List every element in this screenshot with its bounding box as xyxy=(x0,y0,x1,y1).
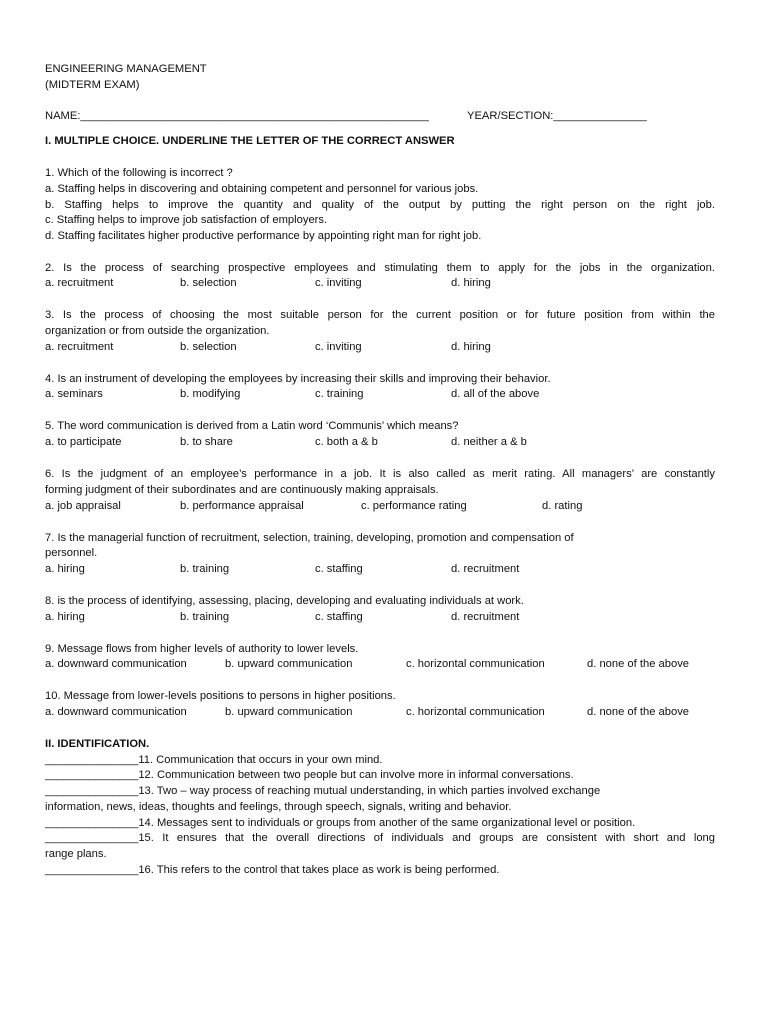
choice-c: c. horizontal communication xyxy=(406,658,545,671)
choice-c: c. staffing xyxy=(315,610,363,623)
choices-row xyxy=(45,387,715,403)
choice-a: a. hiring xyxy=(45,562,85,575)
choice-d: d. none of the above xyxy=(587,706,690,719)
choice-a: a. Staffing helps in discovering and obtaining competent and personnel for various jobs. xyxy=(45,182,479,195)
choice-a: a. to participate xyxy=(45,436,122,449)
choices-row xyxy=(45,276,715,292)
identification-item-13-cont: information, news, ideas, thoughts and feelings, through speech, signals, writing and behavior. xyxy=(45,800,512,813)
identification-item-14: _______________14. Messages sent to individuals or groups from another of the same organizational level or position. xyxy=(45,816,636,829)
choice-b: b. selection xyxy=(180,340,237,353)
question-stem: 5. The word communication is derived from a Latin word ‘Communis’ which means? xyxy=(45,420,459,433)
choice-c: c. training xyxy=(315,388,364,401)
choice-b: b. selection xyxy=(180,277,237,290)
choices-row xyxy=(45,499,715,515)
exam-content xyxy=(45,62,715,878)
choice-a: a. recruitment xyxy=(45,340,114,353)
question-1 xyxy=(45,166,715,245)
choice-d: d. none of the above xyxy=(587,658,690,671)
name-field: NAME:________________________________________________________ xyxy=(45,110,429,123)
choice-c: c. Staffing helps to improve job satisfaction of employers. xyxy=(45,214,328,227)
identification-item-15: _______________15. It ensures that the overall directions of individuals and groups are consistent with short and long xyxy=(45,832,715,845)
question-stem: 1. Which of the following is incorrect ? xyxy=(45,167,233,180)
choice-d: d. recruitment xyxy=(451,610,520,623)
choice-d: d. hiring xyxy=(451,340,491,353)
choices-row xyxy=(45,562,715,578)
question-stem: 9. Message flows from higher levels of authority to lower levels. xyxy=(45,642,359,655)
question-stem: 4. Is an instrument of developing the employees by increasing their skills and improving their behavior. xyxy=(45,372,551,385)
year-section-field: YEAR/SECTION:_______________ xyxy=(467,110,647,123)
question-6 xyxy=(45,467,715,514)
choice-a: a. hiring xyxy=(45,610,85,623)
name-year-row xyxy=(45,109,715,125)
choice-d: d. neither a & b xyxy=(451,436,527,449)
choice-d: d. recruitment xyxy=(451,562,520,575)
question-3 xyxy=(45,308,715,355)
choice-d: d. all of the above xyxy=(451,388,540,401)
choice-c: c. staffing xyxy=(315,562,363,575)
choice-a: a. job appraisal xyxy=(45,499,121,512)
question-7 xyxy=(45,531,715,578)
question-10 xyxy=(45,689,715,721)
choice-b: b. to share xyxy=(180,436,233,449)
choice-b: b. performance appraisal xyxy=(180,499,304,512)
question-2 xyxy=(45,261,715,293)
question-stem: 3. Is the process of choosing the most suitable person for the current position or for future position from within the xyxy=(45,309,715,322)
question-9 xyxy=(45,642,715,674)
question-stem-cont: forming judgment of their subordinates and are continuously making appraisals. xyxy=(45,483,439,496)
choice-c: c. horizontal communication xyxy=(406,706,545,719)
question-4 xyxy=(45,372,715,404)
question-stem: 6. Is the judgment of an employee’s performance in a job. It is also called as merit rating. All managers’ are constantly xyxy=(45,468,715,481)
choices-row xyxy=(45,435,715,451)
exam-title: ENGINEERING MANAGEMENT xyxy=(45,63,207,75)
choice-b: b. upward communication xyxy=(225,658,353,671)
choice-a: a. recruitment xyxy=(45,277,114,290)
choice-b: b. training xyxy=(180,610,230,623)
choice-b: b. Staffing helps to improve the quantity and quality of the output by putting the right person on the right job. xyxy=(45,198,715,211)
question-stem: 7. Is the managerial function of recruitment, selection, training, developing, promotion and compensation of xyxy=(45,531,574,544)
choice-d: d. Staffing facilitates higher productive performance by appointing right man for right job. xyxy=(45,229,482,242)
question-stem: 2. Is the process of searching prospective employees and stimulating them to apply for the jobs in the organization. xyxy=(45,261,715,274)
question-stem: 10. Message from lower-levels positions to persons in higher positions. xyxy=(45,690,396,703)
part1-heading: I. MULTIPLE CHOICE. UNDERLINE THE LETTER OF THE CORRECT ANSWER xyxy=(45,135,455,148)
identification-item-13: _______________13. Two – way process of reaching mutual understanding, in which parties involved exchange xyxy=(45,785,601,798)
choices-row xyxy=(45,657,715,673)
question-stem: 8. is the process of identifying, assessing, placing, developing and evaluating individuals at work. xyxy=(45,594,524,607)
choice-c: c. performance rating xyxy=(361,499,467,512)
choice-d: d. hiring xyxy=(451,277,491,290)
identification-item-16: _______________16. This refers to the control that takes place as work is being performed. xyxy=(45,863,500,876)
choice-a: a. seminars xyxy=(45,388,103,401)
question-5 xyxy=(45,419,715,451)
identification-item-11: _______________11. Communication that occurs in your own mind. xyxy=(45,753,383,766)
choice-d: d. rating xyxy=(542,499,583,512)
choice-b: b. training xyxy=(180,562,230,575)
choice-b: b. modifying xyxy=(180,388,241,401)
part2-heading: II. IDENTIFICATION. xyxy=(45,738,150,751)
question-8 xyxy=(45,594,715,626)
choices-row xyxy=(45,610,715,626)
choices-row xyxy=(45,340,715,356)
choices-row xyxy=(45,705,715,721)
choice-a: a. downward communication xyxy=(45,706,187,719)
choice-c: c. inviting xyxy=(315,340,362,353)
choice-c: c. inviting xyxy=(315,277,362,290)
identification-item-12: _______________12. Communication between two people but can involve more in informal conversations. xyxy=(45,769,574,782)
choice-a: a. downward communication xyxy=(45,658,187,671)
question-stem-cont: organization or from outside the organization. xyxy=(45,325,270,338)
question-stem-cont: personnel. xyxy=(45,547,98,560)
exam-subtitle: (MIDTERM EXAM) xyxy=(45,78,140,91)
choice-b: b. upward communication xyxy=(225,706,353,719)
identification-item-15-cont: range plans. xyxy=(45,847,107,860)
choice-c: c. both a & b xyxy=(315,436,378,449)
